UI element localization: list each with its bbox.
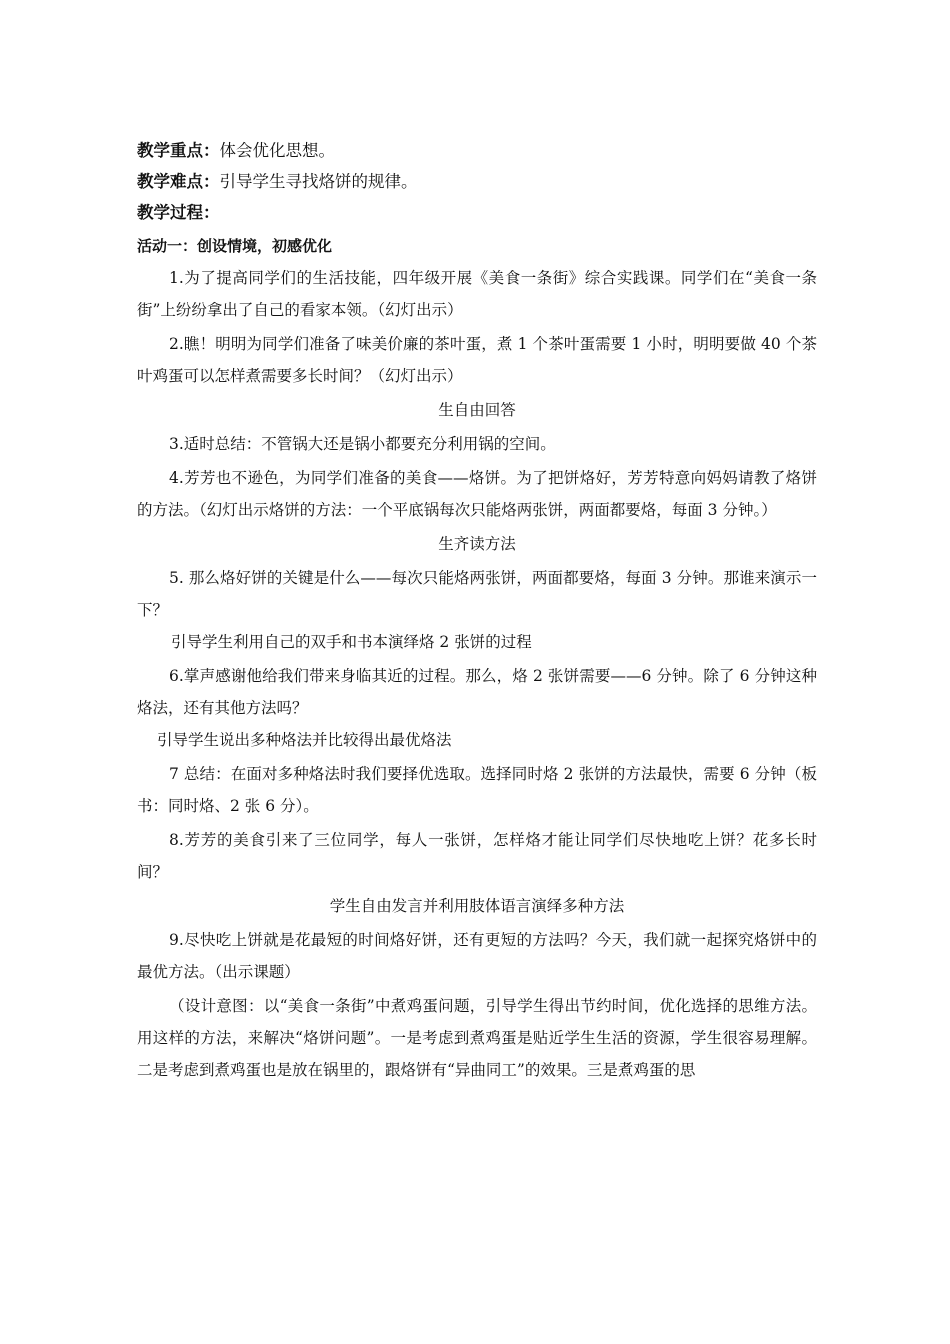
teaching-focus [137, 135, 817, 166]
teaching-process [137, 197, 817, 228]
paragraph-2: 2.瞧！明明为同学们准备了味美价廉的茶叶蛋，煮 1 个茶叶蛋需要 1 小时，明明要做 40 个茶叶鸡蛋可以怎样煮需要多长时间？（幻灯出示） [137, 335, 817, 385]
teaching-process-label: 教学过程： [137, 203, 220, 222]
teaching-difficulty-label: 教学难点： [137, 172, 220, 191]
centered-note-2: 生齐读方法 [438, 535, 516, 553]
teaching-focus-text: 体会优化思想。 [219, 141, 335, 160]
guidance-note-2: 引导学生说出多种烙法并比较得出最优烙法 [157, 731, 452, 749]
centered-note-3: 学生自由发言并利用肢体语言演绎多种方法 [329, 897, 625, 915]
document-page [137, 135, 817, 1086]
paragraph-1: 1.为了提高同学们的生活技能，四年级开展《美食一条街》综合实践课。同学们在“美食一条街”上纷纷拿出了自己的看家本领。（幻灯出示） [137, 269, 817, 319]
paragraph-9: 9.尽快吃上饼就是花最短的时间烙好饼，还有更短的方法吗？今天，我们就一起探究烙饼中的最优方法。（出示课题） [137, 931, 817, 981]
paragraph-7: 7 总结：在面对多种烙法时我们要择优选取。选择同时烙 2 张饼的方法最快，需要 6 分钟（板书：同时烙、2 张 6 分）。 [137, 765, 817, 815]
paragraph-5: 5. 那么烙好饼的关键是什么——每次只能烙两张饼，两面都要烙，每面 3 分钟。那谁来演示一下？ [137, 569, 817, 619]
design-intent-paragraph: （设计意图：以“美食一条街”中煮鸡蛋问题，引导学生得出节约时间，优化选择的思维方法。用这样的方法，来解决“烙饼问题”。一是考虑到煮鸡蛋是贴近学生生活的资源，学生很容易理解。二是考虑到煮鸡蛋也是放在锅里的，跟烙饼有“异曲同工”的效果。三是煮鸡蛋的思 [137, 997, 817, 1079]
paragraph-3: 3.适时总结：不管锅大还是锅小都要充分利用锅的空间。 [169, 435, 556, 453]
teaching-difficulty-text: 引导学生寻找烙饼的规律。 [219, 172, 418, 191]
centered-note-1: 生自由回答 [438, 401, 516, 419]
paragraph-4: 4.芳芳也不逊色，为同学们准备的美食——烙饼。为了把饼烙好，芳芳特意向妈妈请教了烙饼的方法。（幻灯出示烙饼的方法：一个平底锅每次只能烙两张饼，两面都要烙，每面 3 分钟。） [137, 469, 817, 519]
teaching-difficulty [137, 166, 817, 197]
paragraph-6: 6.掌声感谢他给我们带来身临其近的过程。那么，烙 2 张饼需要——6 分钟。除了 6 分钟这种烙法，还有其他方法吗？ [137, 667, 817, 717]
teaching-focus-label: 教学重点： [137, 141, 220, 160]
activity-title: 活动一：创设情境，初感优化 [137, 237, 333, 255]
guidance-note-1: 引导学生利用自己的双手和书本演绎烙 2 张饼的过程 [171, 633, 532, 651]
paragraph-8: 8.芳芳的美食引来了三位同学，每人一张饼，怎样烙才能让同学们尽快地吃上饼？花多长时间？ [137, 831, 817, 881]
